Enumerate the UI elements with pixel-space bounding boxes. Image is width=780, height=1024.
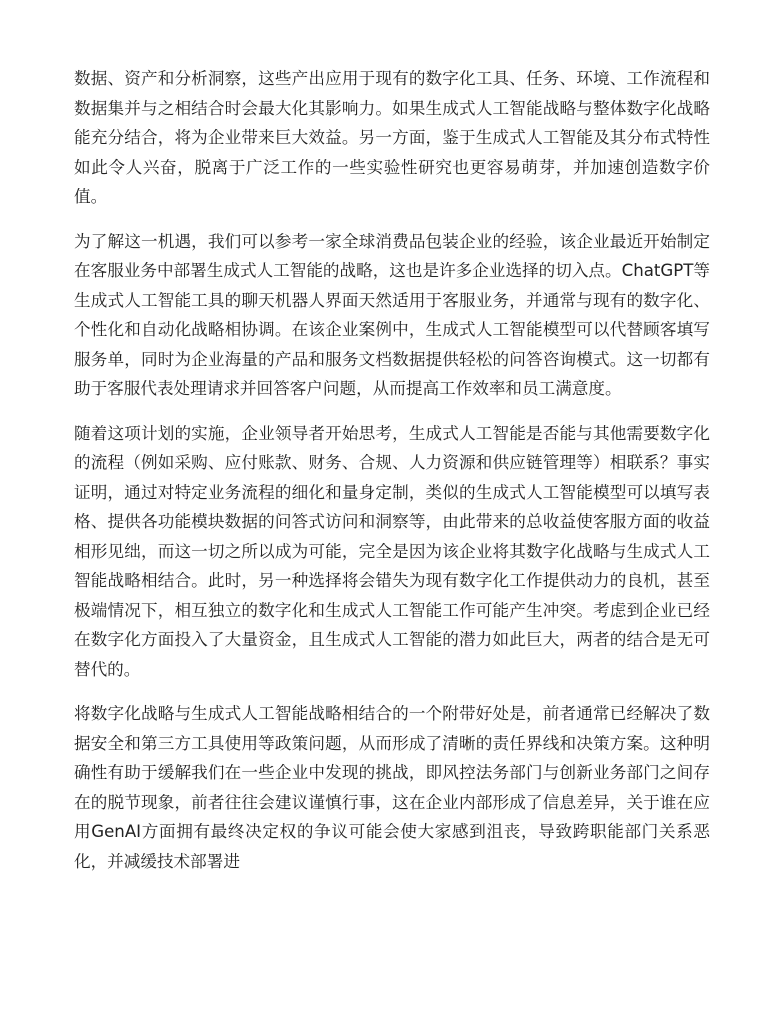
paragraph-2: 为了解这一机遇，我们可以参考一家全球消费品包装企业的经验，该企业最近开始制定在客服业务中部署生成式人工智能的战略，这也是许多企业选择的切入点。ChatGPT等生成式人工智能工具的聊天机器人界面天然适用于客服业务，并通常与现有的数字化、个性化和自动化战略相协调。在该企业案例中，生成式人工智能模型可以代替顾客填写服务单，同时为企业海量的产品和服务文档数据提供轻松的问答咨询模式。这一切都有助于客服代表处理请求并回答客户问题，从而提高工作效率和员工满意度。	[74, 231, 710, 398]
document-page	[74, 64, 710, 891]
paragraph-3: 随着这项计划的实施，企业领导者开始思考，生成式人工智能是否能与其他需要数字化的流程（例如采购、应付账款、财务、合规、人力资源和供应链管理等）相联系？事实证明，通过对特定业务流程的细化和量身定制，类似的生成式人工智能模型可以填写表格、提供各功能模块数据的问答式访问和洞察等，由此带来的总收益使客服方面的收益相形见绌，而这一切之所以成为可能，完全是因为该企业将其数字化战略与生成式人工智能战略相结合。此时，另一种选择将会错失为现有数字化工作提供动力的良机，甚至极端情况下，相互独立的数字化和生成式人工智能工作可能产生冲突。考虑到企业已经在数字化方面投入了大量资金，且生成式人工智能的潜力如此巨大，两者的结合是无可替代的。	[74, 423, 710, 679]
paragraph-4: 将数字化战略与生成式人工智能战略相结合的一个附带好处是，前者通常已经解决了数据安全和第三方工具使用等政策问题，从而形成了清晰的责任界线和决策方案。这种明确性有助于缓解我们在一些企业中发现的挑战，即风控法务部门与创新业务部门之间存在的脱节现象，前者往往会建议谨慎行事，这在企业内部形成了信息差异，关于谁在应用GenAI方面拥有最终决定权的争议可能会使大家感到沮丧，导致跨职能部门关系恶化，并减缓技术部署进	[74, 704, 710, 871]
paragraph-1: 数据、资产和分析洞察，这些产出应用于现有的数字化工具、任务、环境、工作流程和数据集并与之相结合时会最大化其影响力。如果生成式人工智能战略与整体数字化战略能充分结合，将为企业带来巨大效益。另一方面，鉴于生成式人工智能及其分布式特性如此令人兴奋，脱离于广泛工作的一些实验性研究也更容易萌芽，并加速创造数字价值。	[74, 69, 710, 206]
